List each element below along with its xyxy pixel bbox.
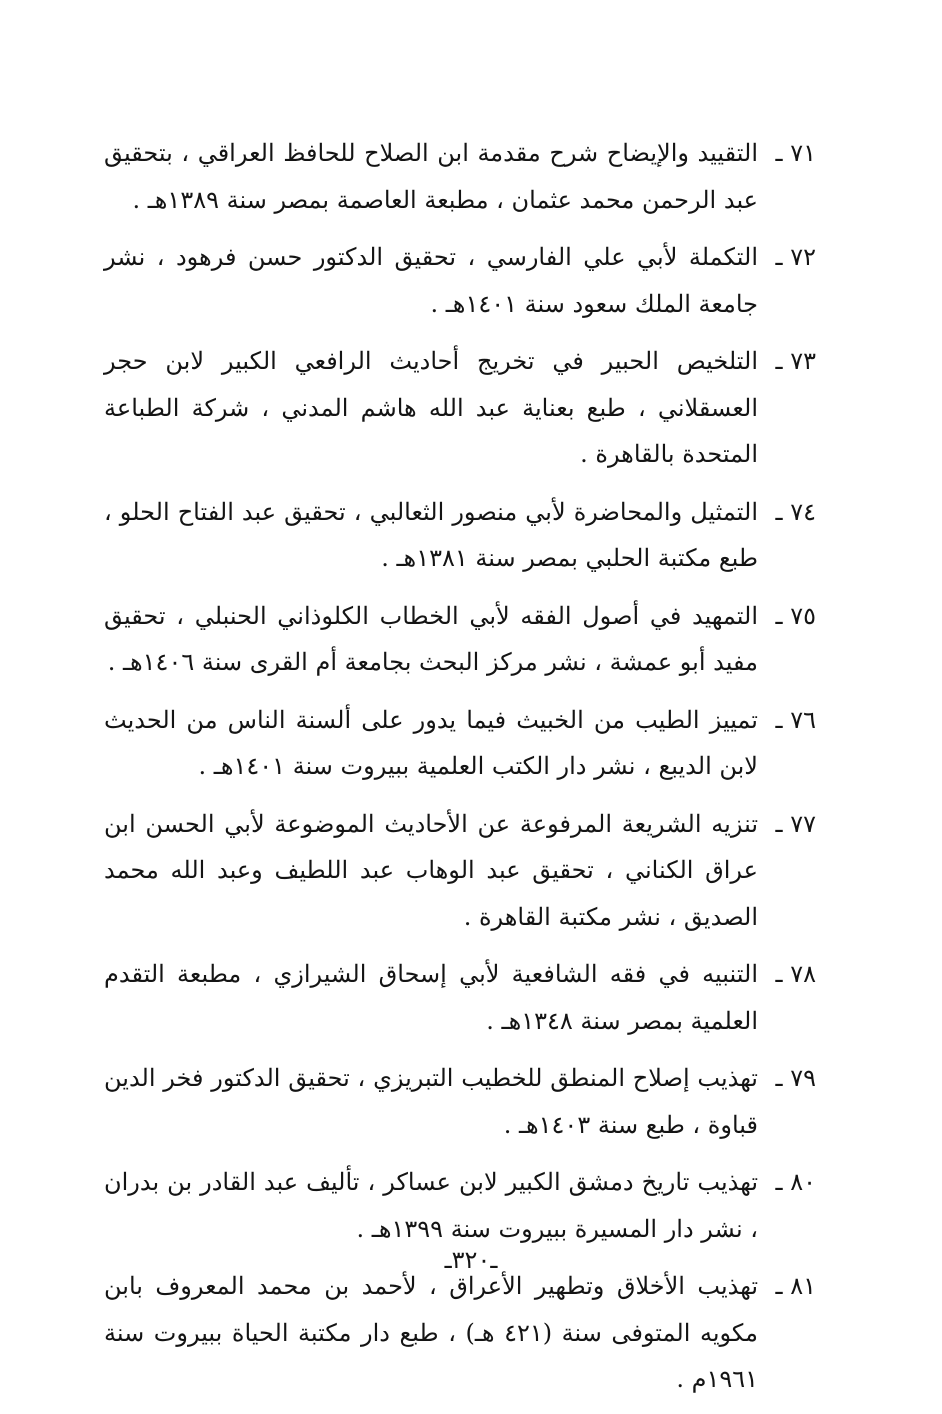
bibliography-entry — [104, 489, 816, 582]
entry-text: تهذيب إصلاح المنطق للخطيب التبريزي ، تحقيق الدكتور فخر الدين قباوة ، طبع سنة ١٤٠٣هـ . — [104, 1064, 758, 1139]
entry-text: تهذيب تاريخ دمشق الكبير لابن عساكر ، تأليف عبد القادر بن بدران ، نشر دار المسيرة ببيروت سنة ١٣٩٩هـ . — [104, 1168, 758, 1243]
entry-number: ٧١ ـ — [775, 139, 816, 167]
entry-number: ٧٢ ـ — [775, 243, 816, 271]
entry-number: ٧٦ ـ — [775, 705, 816, 734]
entry-text: التنبيه في فقه الشافعية لأبي إسحاق الشيرازي ، مطبعة التقدم العلمية بمصر سنة ١٣٤٨هـ . — [104, 960, 758, 1035]
entry-number: ٧٧ ـ — [775, 809, 816, 838]
entry-text: التمثيل والمحاضرة لأبي منصور الثعالبي ، تحقيق عبد الفتاح الحلو ، طبع مكتبة الحلبي بمصر سنة ١٣٨١هـ . — [104, 497, 758, 572]
page-footer — [0, 1238, 942, 1282]
entry-number: ٨١ ـ — [775, 1272, 816, 1300]
entry-text: التكملة لأبي علي الفارسي ، تحقيق الدكتور حسن فرهود ، نشر جامعة الملك سعود سنة ١٤٠١هـ . — [104, 243, 758, 318]
entry-text: التلخيص الحبير في تخريج أحاديث الرافعي الكبير لابن حجر العسقلاني ، طبع بعناية عبد الله هاشم المدني ، شركة الطباعة المتحدة بالقاهرة . — [104, 347, 758, 468]
bibliography-entry — [104, 338, 816, 478]
entry-number: ٨٠ ـ — [775, 1168, 816, 1196]
entry-number: ٧٨ ـ — [775, 960, 816, 988]
entry-text: تنزيه الشريعة المرفوعة عن الأحاديث الموضوعة لأبي الحسن ابن عراق الكناني ، تحقيق عبد الوهاب عبد اللطيف وعبد الله محمد الصديق ، نشر مكتبة القاهرة . — [104, 809, 758, 931]
bibliography-list — [104, 130, 816, 1414]
entry-number: ٧٥ ـ — [775, 601, 816, 630]
entry-number: ٧٩ ـ — [775, 1064, 816, 1092]
entry-text: التمهيد في أصول الفقه لأبي الخطاب الكلوذاني الحنبلي ، تحقيق مفيد أبو عمشة ، نشر مركز البحث بجامعة أم القرى سنة ١٤٠٦هـ . — [104, 601, 758, 676]
bibliography-entry — [104, 1055, 816, 1148]
bibliography-entry — [104, 697, 816, 790]
bibliography-entry — [104, 234, 816, 327]
entry-text: تمييز الطيب من الخبيث فيما يدور على ألسنة الناس من الحديث لابن الديبع ، نشر دار الكتب العلمية ببيروت سنة ١٤٠١هـ . — [104, 705, 758, 780]
bibliography-entry — [104, 951, 816, 1044]
bibliography-entry — [104, 593, 816, 686]
entry-number: ٧٤ ـ — [775, 497, 816, 526]
entry-text: تهذيب الأخلاق وتطهير الأعراق ، لأحمد بن محمد المعروف بابن مكويه المتوفى سنة (٤٢١ هـ) ، طبع دار مكتبة الحياة ببيروت سنة ١٩٦١م . — [104, 1272, 759, 1393]
entry-text: التقييد والإيضاح شرح مقدمة ابن الصلاح للحافظ العراقي ، بتحقيق عبد الرحمن محمد عثمان ، مطبعة العاصمة بمصر سنة ١٣٨٩هـ . — [104, 139, 758, 214]
page-number: ـ٣٢٠ـ — [444, 1246, 498, 1274]
bibliography-entry — [104, 801, 816, 941]
bibliography-entry — [104, 1263, 816, 1403]
entry-number: ٧٣ ـ — [775, 347, 816, 375]
bibliography-entry — [104, 130, 816, 223]
